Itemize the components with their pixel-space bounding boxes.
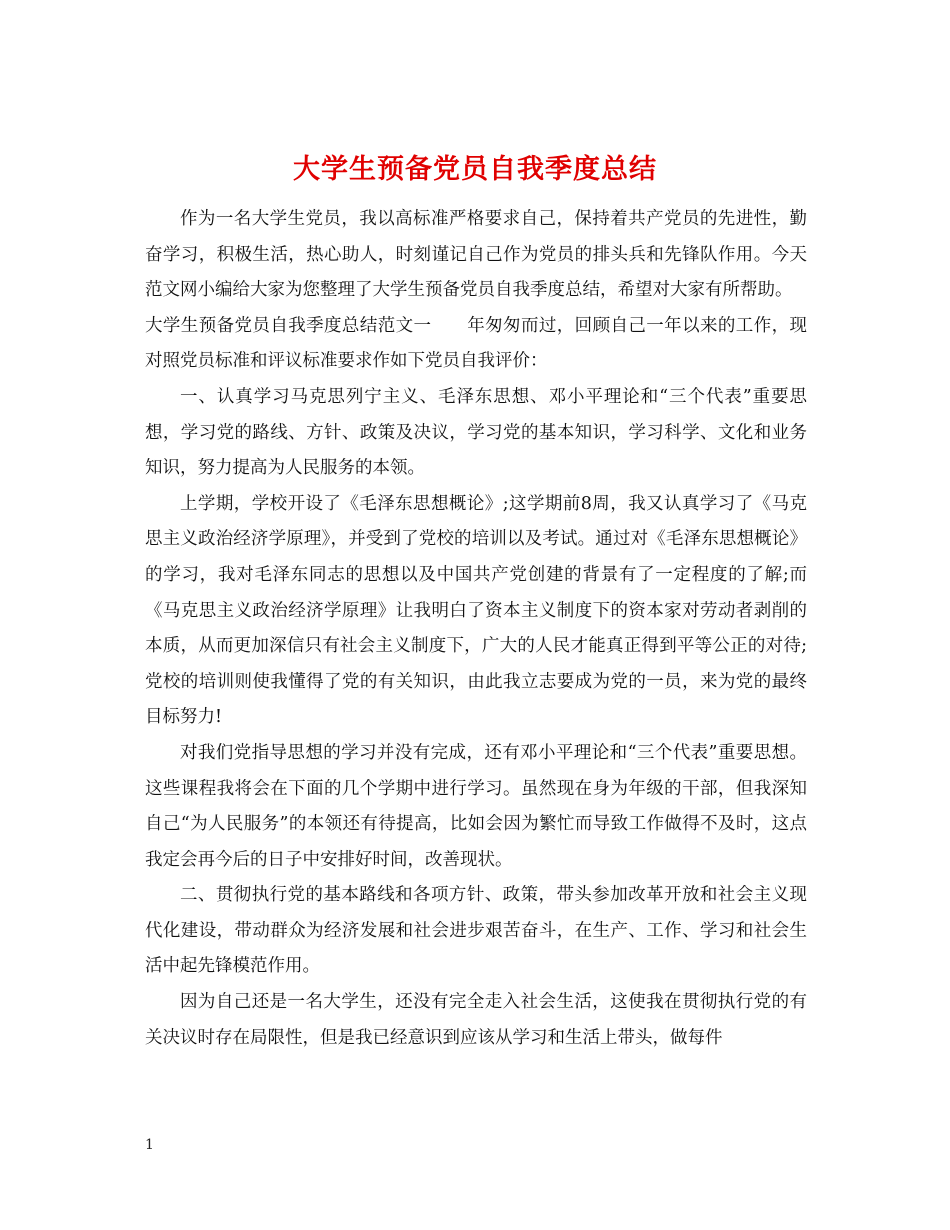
paragraph-intro: 作为一名大学生党员，我以高标准严格要求自己，保持着共产党员的先进性，勤奋学习，积极生活，热心助人，时刻谨记自己作为党员的排头兵和先锋队作用。今天范文网小编给大家为您整理了大学生预备党员自我季度总结，希望对大家有所帮助。 [145, 209, 807, 301]
paragraph-section-heading: 大学生预备党员自我季度总结范文一 年匆匆而过，回顾自己一年以来的工作，现对照党员标准和评议标准要求作如下党员自我评价： [145, 315, 807, 372]
paragraph-point-one: 一、认真学习马克思列宁主义、毛泽东思想、邓小平理论和“三个代表”重要思想，学习党的路线、方针、政策及决议，学习党的基本知识，学习科学、文化和业务知识，努力提高为人民服务的本领。 [145, 386, 807, 479]
paragraph-further-study: 对我们党指导思想的学习并没有完成，还有邓小平理论和“三个代表”重要思想。这些课程我将会在下面的几个学期中进行学习。虽然现在身为年级的干部，但我深知自己“为人民服务”的本领还有待提高，比如会因为繁忙而导致工作做得不及时，这点我定会再今后的日子中安排好时间，改善现状。 [145, 742, 807, 870]
document-body [145, 202, 807, 1056]
document-title: 大学生预备党员自我季度总结 [293, 154, 657, 186]
paragraph-point-two: 二、贯彻执行党的基本路线和各项方针、政策，带头参加改革开放和社会主义现代化建设，带动群众为经济发展和社会进步艰苦奋斗，在生产、工作、学习和社会生活中起先锋模范作用。 [145, 885, 807, 977]
paragraph-study-courses: 上学期，学校开设了《毛泽东思想概论》;这学期前8周，我又认真学习了《马克思主义政治经济学原理》，并受到了党校的培训以及考试。通过对《毛泽东思想概论》的学习，我对毛泽东同志的思想以及中国共产党创建的背景有了一定程度的了解;而《马克思主义政治经济学原理》让我明白了资本主义制度下的资本家对劳动者剥削的本质，从而更加深信只有社会主义制度下，广大的人民才能真正得到平等公正的对待;党校的培训则使我懂得了党的有关知识，由此我立志要成为党的一员，来为党的最终目标努力! [145, 493, 807, 728]
paragraph-student-status: 因为自己还是一名大学生，还没有完全走入社会生活，这使我在贯彻执行党的有关决议时存在局限性，但是我已经意识到应该从学习和生活上带头，做每件 [145, 992, 807, 1048]
page-number: 1 [145, 1137, 154, 1153]
